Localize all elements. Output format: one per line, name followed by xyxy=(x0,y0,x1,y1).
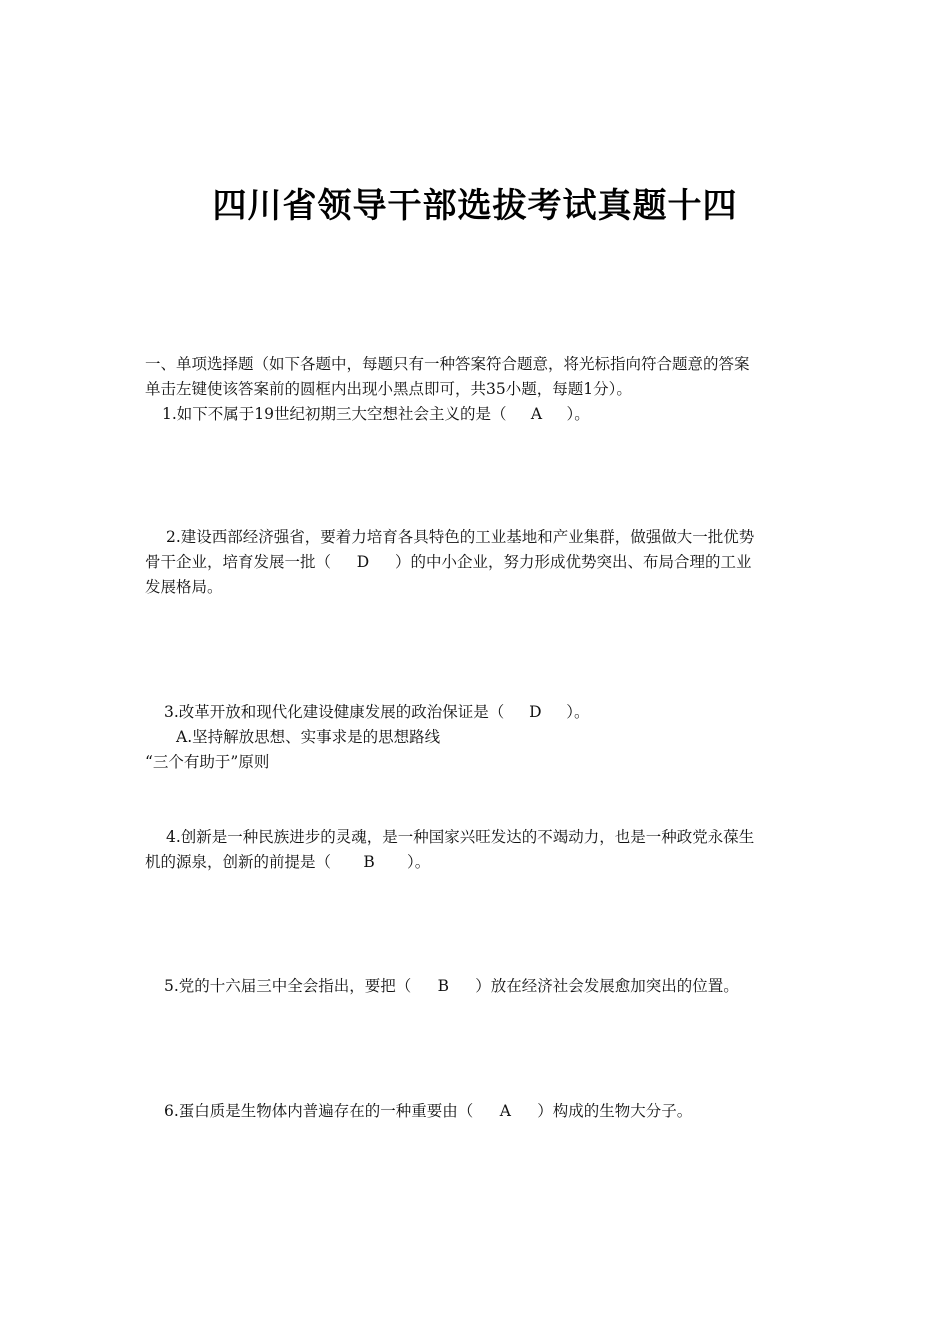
question-1-answer: A xyxy=(530,405,543,423)
question-1-tail: ）。 xyxy=(566,405,590,423)
question-2-text: 骨干企业，培育发展一批（ xyxy=(145,553,332,571)
question-3-answer: D xyxy=(529,703,542,721)
question-6-text: 6.蛋白质是生物体内普遍存在的一种重要由（ xyxy=(164,1102,474,1120)
question-1 xyxy=(145,402,807,427)
question-2-line-1: 2.建设西部经济强省，要着力培育各具特色的工业基地和产业集群，做强做大一批优势 xyxy=(166,528,755,546)
question-4 xyxy=(145,825,807,875)
question-5 xyxy=(145,974,807,999)
question-3-text: 3.改革开放和现代化建设健康发展的政治保证是（ xyxy=(164,703,505,721)
section-intro xyxy=(145,352,807,402)
document-title: 四川省领导干部选拔考试真题十四 xyxy=(212,186,738,226)
question-4-text: 机的源泉，创新的前提是（ xyxy=(145,853,332,871)
intro-line-2: 单击左键使该答案前的圆框内出现小黑点即可，共35小题，每题1分）。 xyxy=(145,380,632,398)
question-3-option-a: A.坚持解放思想、实事求是的思想路线 xyxy=(176,728,441,746)
question-4-tail: ）。 xyxy=(407,853,431,871)
question-3-tail: ）。 xyxy=(566,703,590,721)
question-6-tail: ）构成的生物大分子。 xyxy=(537,1102,693,1120)
question-2 xyxy=(145,525,807,600)
question-5-tail: ）放在经济社会发展愈加突出的位置。 xyxy=(475,977,739,995)
intro-line-1: 一、单项选择题（如下各题中，每题只有一种答案符合题意，将光标指向符合题意的答案 xyxy=(145,355,750,373)
question-3-option-line: “三个有助于”原则 xyxy=(145,753,270,771)
question-6-answer: A xyxy=(499,1102,511,1120)
question-1-text: 1.如下不属于19世纪初期三大空想社会主义的是（ xyxy=(162,405,507,423)
question-4-line-1: 4.创新是一种民族进步的灵魂，是一种国家兴旺发达的不竭动力，也是一种政党永葆生 xyxy=(166,828,755,846)
question-3 xyxy=(145,700,807,775)
question-4-answer: B xyxy=(363,853,375,871)
question-6 xyxy=(145,1099,807,1124)
question-2-answer: D xyxy=(356,553,370,571)
question-2-line-3: 发展格局。 xyxy=(145,578,223,596)
question-2-tail: ）的中小企业，努力形成优势突出、布局合理的工业 xyxy=(395,553,752,571)
question-5-answer: B xyxy=(437,977,449,995)
question-5-text: 5.党的十六届三中全会指出，要把（ xyxy=(164,977,412,995)
